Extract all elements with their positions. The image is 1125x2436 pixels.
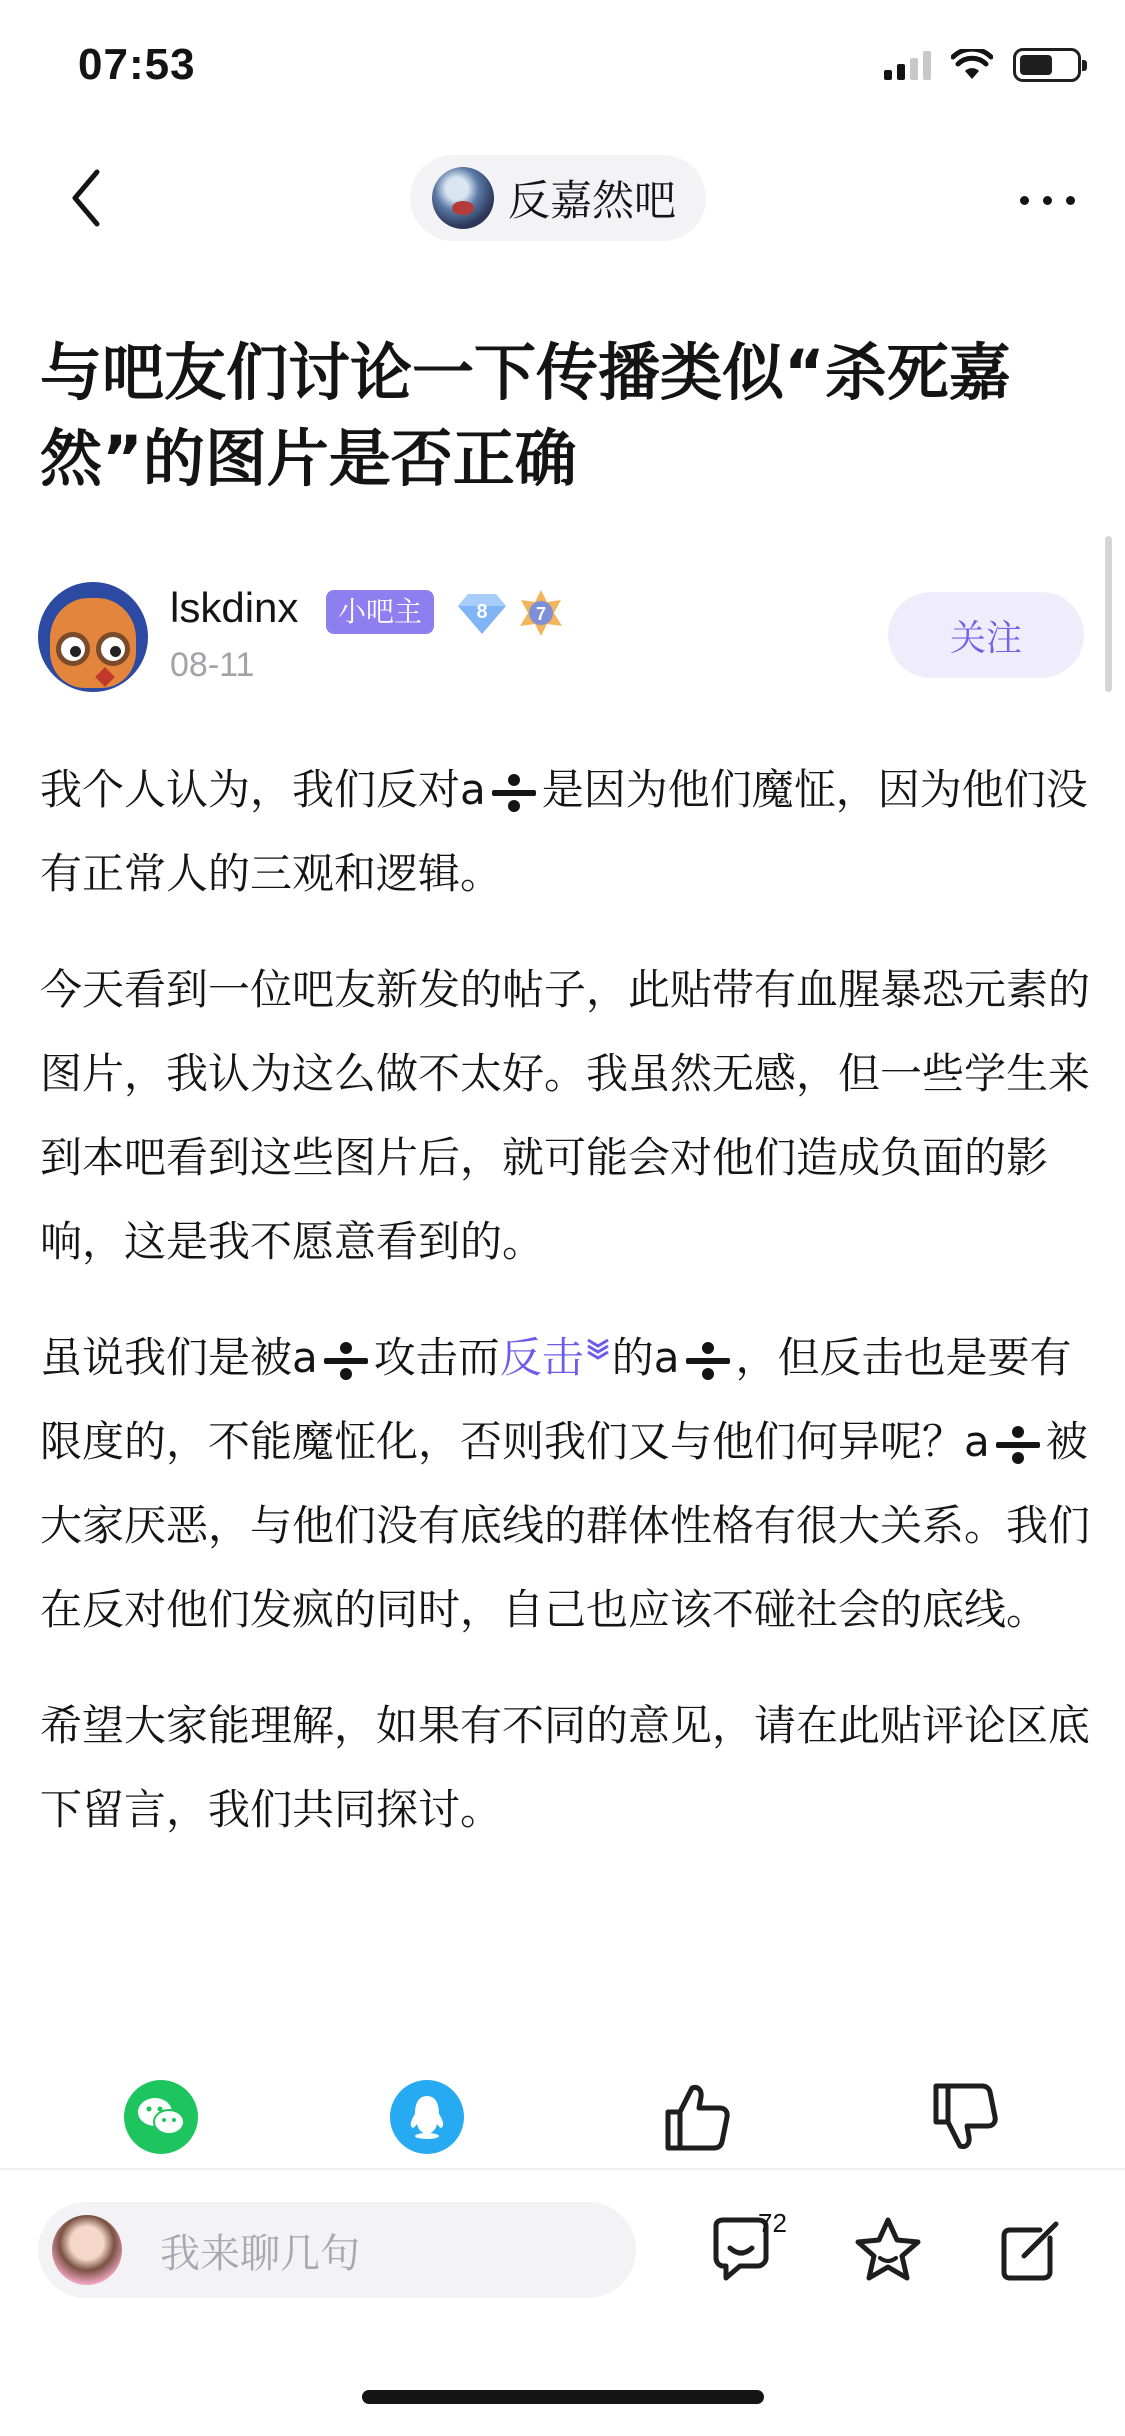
comment-placeholder: 我来聊几句 [160, 2230, 360, 2277]
paragraph-text: 我个人认为，我们反对a [40, 765, 486, 814]
divide-sign-icon [492, 772, 536, 814]
follow-button[interactable]: 关注 [888, 592, 1084, 678]
wifi-icon [951, 49, 993, 81]
post-title: 与吧友们讨论一下传播类似“杀死嘉然”的图片是否正确 [40, 336, 1011, 495]
wechat-icon[interactable] [124, 2080, 198, 2154]
back-button[interactable] [56, 160, 116, 236]
cellular-signal-icon [884, 50, 931, 80]
more-options-button[interactable] [1020, 170, 1075, 230]
edit-icon[interactable] [994, 2212, 1070, 2288]
divide-sign-icon [324, 1340, 368, 1382]
paragraph-3 [40, 1316, 1090, 1652]
paragraph-text: ，但反击也是要有限度的，不能魔怔化，否则我们又与他们何异呢？a [40, 1333, 1072, 1466]
rank-medal-icon [516, 588, 566, 638]
share-row [0, 2080, 1125, 2160]
topic-link-text[interactable]: 反击 [499, 1333, 584, 1382]
level-diamond-icon [456, 590, 508, 636]
status-time: 07:53 [78, 40, 196, 89]
divide-sign-icon [996, 1424, 1040, 1466]
paragraph-text: 的a [611, 1333, 680, 1382]
status-icons [884, 48, 1081, 82]
rank-number: 7 [535, 604, 547, 624]
forum-name: 反嘉然吧 [508, 176, 677, 225]
thumb-down-icon[interactable] [928, 2080, 1000, 2154]
paragraph-text: 攻击而 [373, 1333, 500, 1382]
author-name[interactable]: lskdinx [170, 584, 299, 631]
comment-count: 72 [758, 2208, 787, 2238]
moderator-badge: 小吧主 [326, 590, 434, 634]
my-avatar [52, 2215, 122, 2285]
more-dot-icon [1066, 196, 1075, 205]
paragraph-2: 今天看到一位吧友新发的帖子，此贴带有血腥暴恐元素的图片，我认为这么做不太好。我虽然无感，但一些学生来到本吧看到这些图片后，就可能会对他们造成负面的影响，这是我不愿意看到的。 [40, 965, 1091, 1266]
level-number: 8 [476, 601, 488, 623]
topic-link[interactable] [500, 1333, 612, 1382]
topic-link-icon [584, 1334, 612, 1362]
forum-pill[interactable] [410, 155, 706, 241]
scrollbar[interactable] [1105, 536, 1112, 692]
paragraph-1 [40, 748, 1090, 916]
owl-avatar-art [50, 598, 136, 688]
qq-icon[interactable] [390, 2080, 464, 2154]
paragraph-4: 希望大家能理解，如果有不同的意见，请在此贴评论区底下留言，我们共同探讨。 [40, 1701, 1091, 1834]
paragraph-text: 被大家厌恶，与他们没有底线的群体性格有很大关系。我们在反对他们发疯的同时，自己也应该不碰社会的底线。 [40, 1417, 1091, 1634]
post-date: 08-11 [170, 646, 255, 684]
chevron-left-icon [69, 168, 103, 228]
paragraph-text: 是因为他们魔怔，因为他们没有正常人的三观和逻辑。 [40, 765, 1088, 898]
thumb-up-icon[interactable] [660, 2080, 732, 2154]
paragraph-text: 虽说我们是被a [40, 1333, 318, 1382]
author-avatar[interactable] [38, 582, 148, 692]
more-dot-icon [1020, 196, 1029, 205]
post-body [40, 748, 1090, 1884]
more-dot-icon [1043, 196, 1052, 205]
divider [0, 2168, 1125, 2170]
divide-sign-icon [686, 1340, 730, 1382]
forum-avatar [432, 167, 494, 229]
battery-icon [1013, 48, 1081, 82]
comment-input[interactable] [38, 2202, 636, 2298]
star-icon[interactable] [850, 2212, 926, 2288]
home-indicator [362, 2390, 764, 2404]
